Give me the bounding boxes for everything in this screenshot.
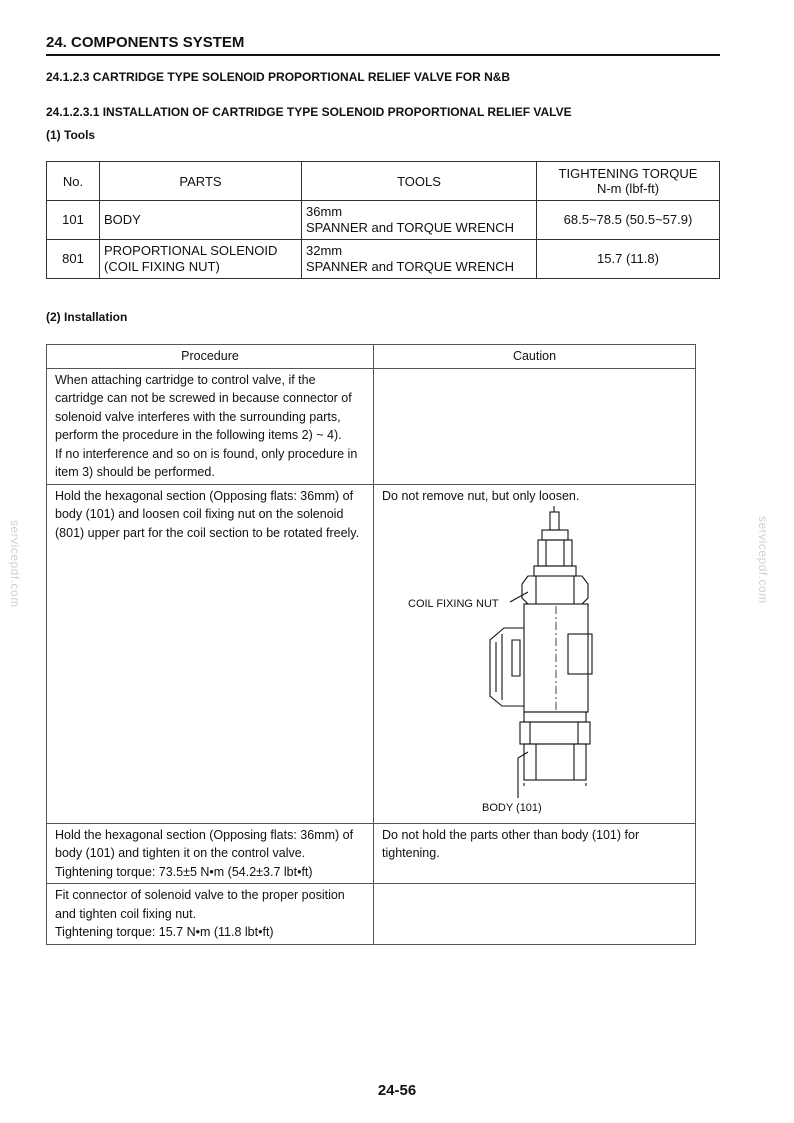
body-leader <box>518 752 528 798</box>
table-row <box>47 201 720 240</box>
header-no: No. <box>47 162 100 201</box>
valve-upper-nut <box>538 540 572 566</box>
header-parts: PARTS <box>100 162 302 201</box>
label-body: BODY (101) <box>482 802 542 814</box>
caution-cell <box>374 884 696 945</box>
row-parts-line2: (COIL FIXING NUT) <box>104 259 220 274</box>
watermark-left: servicepdf.com <box>8 520 22 608</box>
table-row <box>47 823 696 884</box>
row-parts <box>100 240 302 279</box>
tools-label: (1) Tools <box>46 128 96 142</box>
row-parts-line1: PROPORTIONAL SOLENOID <box>104 243 278 258</box>
nut-leader <box>510 592 528 602</box>
header-procedure: Procedure <box>47 345 374 369</box>
section-title: 24. COMPONENTS SYSTEM <box>46 34 720 56</box>
tools-table <box>46 161 720 279</box>
installation-header-row <box>47 345 696 369</box>
row-no: 101 <box>47 201 100 240</box>
watermark-right: servicepdf.com <box>756 516 770 604</box>
header-tools: TOOLS <box>302 162 537 201</box>
page-number: 24-56 <box>377 1082 417 1099</box>
caution-cell <box>374 368 696 484</box>
caution-cell: Do not remove nut, but only loosen. <box>374 484 696 823</box>
row-torque: 68.5~78.5 (50.5~57.9) <box>537 201 720 240</box>
table-row <box>47 368 696 484</box>
heading-valve: 24.1.2.3 CARTRIDGE TYPE SOLENOID PROPORTIONAL RELIEF VALVE FOR N&B <box>46 70 511 84</box>
installation-label: (2) Installation <box>46 310 128 324</box>
valve-stem <box>550 512 559 530</box>
valve-body <box>524 744 586 780</box>
caution-cell: Do not hold the parts other than body (101) for tightening. <box>374 823 696 884</box>
table-row <box>47 884 696 945</box>
row-tools-line2: SPANNER and TORQUE WRENCH <box>306 220 515 235</box>
valve-nut-small <box>542 530 568 540</box>
header-torque <box>537 162 720 201</box>
row-no: 801 <box>47 240 100 279</box>
row-parts: BODY <box>100 201 302 240</box>
procedure-cell: Hold the hexagonal section (Opposing flats: 36mm) of body (101) and loosen coil fixing nut on the solenoid (801) upper part for the coil section to be rotated freely. <box>47 484 374 823</box>
procedure-cell: Hold the hexagonal section (Opposing flats: 36mm) of body (101) and tighten it on the control valve. Tightening torque: 73.5±5 N•m (54.2±3.7 lbt•ft) <box>47 823 374 884</box>
tools-header-row <box>47 162 720 201</box>
row-tools <box>302 201 537 240</box>
header-torque-line1: TIGHTENING TORQUE <box>558 166 698 181</box>
row-tools <box>302 240 537 279</box>
table-row <box>47 240 720 279</box>
solenoid-valve-diagram <box>378 500 696 820</box>
row-tools-line1: 32mm <box>306 243 343 258</box>
row-tools-line1: 36mm <box>306 204 343 219</box>
row-tools-line2: SPANNER and TORQUE WRENCH <box>306 259 515 274</box>
procedure-cell: Fit connector of solenoid valve to the proper position and tighten coil fixing nut. Tightening torque: 15.7 N•m (11.8 lbt•ft) <box>47 884 374 945</box>
row-torque: 15.7 (11.8) <box>537 240 720 279</box>
heading-installation: 24.1.2.3.1 INSTALLATION OF CARTRIDGE TYPE SOLENOID PROPORTIONAL RELIEF VALVE <box>46 105 572 119</box>
header-torque-line2: N-m (lbf-ft) <box>596 181 660 196</box>
header-caution: Caution <box>374 345 696 369</box>
coil-fixing-nut <box>522 576 588 604</box>
procedure-cell: When attaching cartridge to control valve, if the cartridge can not be screwed in because connector of solenoid valve interferes with the surrounding parts, perform the procedure in the following items 2) ~ 4). If no interference and so on is found, only procedure in item 3) should be performed. <box>47 368 374 484</box>
label-coil-fixing-nut: COIL FIXING NUT <box>408 598 499 610</box>
